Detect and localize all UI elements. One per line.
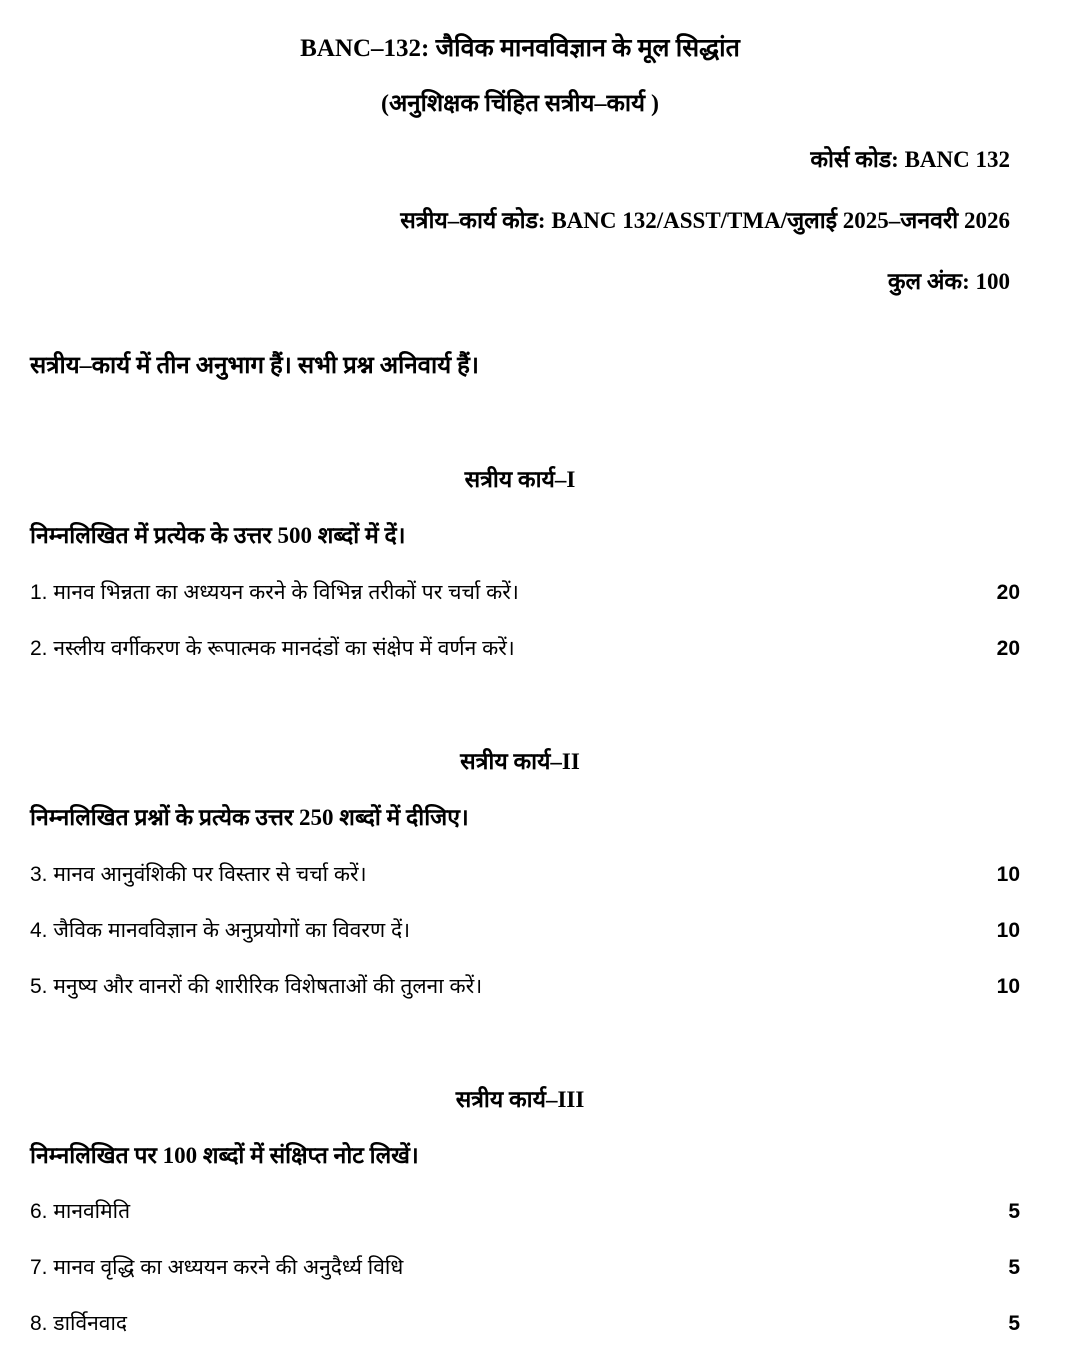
question-text: 3. मानव आनुवंशिकी पर विस्तार से चर्चा करें।	[30, 863, 367, 886]
question-text: 4. जैविक मानवविज्ञान के अनुप्रयोगों का विवरण दें।	[30, 919, 411, 942]
section-title-1: सत्रीय कार्य–I	[464, 467, 576, 492]
question-text: 8. डार्विनवाद	[30, 1312, 128, 1335]
question-text: 2. नस्लीय वर्गीकरण के रूपात्मक मानदंडों का संक्षेप में वर्णन करें।	[30, 637, 515, 660]
question-row	[30, 1253, 1020, 1281]
assignment-code: सत्रीय–कार्य कोड: BANC 132/ASST/TMA/जुलाई 2025–जनवरी 2026	[400, 208, 1010, 233]
course-code: कोर्स कोड: BANC 132	[810, 147, 1010, 172]
question-text: 1. मानव भिन्नता का अध्ययन करने के विभिन्न तरीकों पर चर्चा करें।	[30, 581, 519, 604]
question-text: 5. मनुष्य और वानरों की शारीरिक विशेषताओं की तुलना करें।	[30, 975, 483, 998]
question-marks: 10	[996, 975, 1020, 998]
question-row	[30, 578, 1020, 606]
question-row	[30, 916, 1020, 944]
question-text: 6. मानवमिति	[30, 1200, 131, 1223]
question-row	[30, 1197, 1020, 1225]
question-marks: 10	[996, 863, 1020, 886]
document-title: BANC–132: जैविक मानवविज्ञान के मूल सिद्धांत	[300, 35, 740, 62]
question-row	[30, 634, 1020, 662]
question-marks: 5	[1008, 1256, 1020, 1279]
question-marks: 10	[996, 919, 1020, 942]
question-marks: 20	[996, 581, 1020, 604]
question-row	[30, 860, 1020, 888]
section-title-3: सत्रीय कार्य–III	[455, 1087, 585, 1112]
question-marks: 20	[996, 637, 1020, 660]
section-instruction-1: निम्नलिखित में प्रत्येक के उत्तर 500 शब्दों में दें।	[30, 523, 406, 548]
total-marks: कुल अंक: 100	[887, 269, 1010, 294]
question-row	[30, 1309, 1020, 1337]
section-instruction-2: निम्नलिखित प्रश्नों के प्रत्येक उत्तर 250 शब्दों में दीजिए।	[30, 805, 469, 830]
section-instruction-3: निम्नलिखित पर 100 शब्दों में संक्षिप्त नोट लिखें।	[30, 1143, 419, 1168]
question-marks: 5	[1008, 1200, 1020, 1223]
question-row	[30, 972, 1020, 1000]
document-subtitle: (अनुशिक्षक चिंहित सत्रीय–कार्य )	[380, 91, 660, 117]
section-title-2: सत्रीय कार्य–II	[460, 749, 580, 774]
question-marks: 5	[1008, 1312, 1020, 1335]
intro-instruction: सत्रीय–कार्य में तीन अनुभाग हैं। सभी प्रश्न अनिवार्य हैं।	[30, 353, 479, 379]
question-text: 7. मानव वृद्धि का अध्ययन करने की अनुदैर्ध्य विधि	[30, 1256, 404, 1279]
